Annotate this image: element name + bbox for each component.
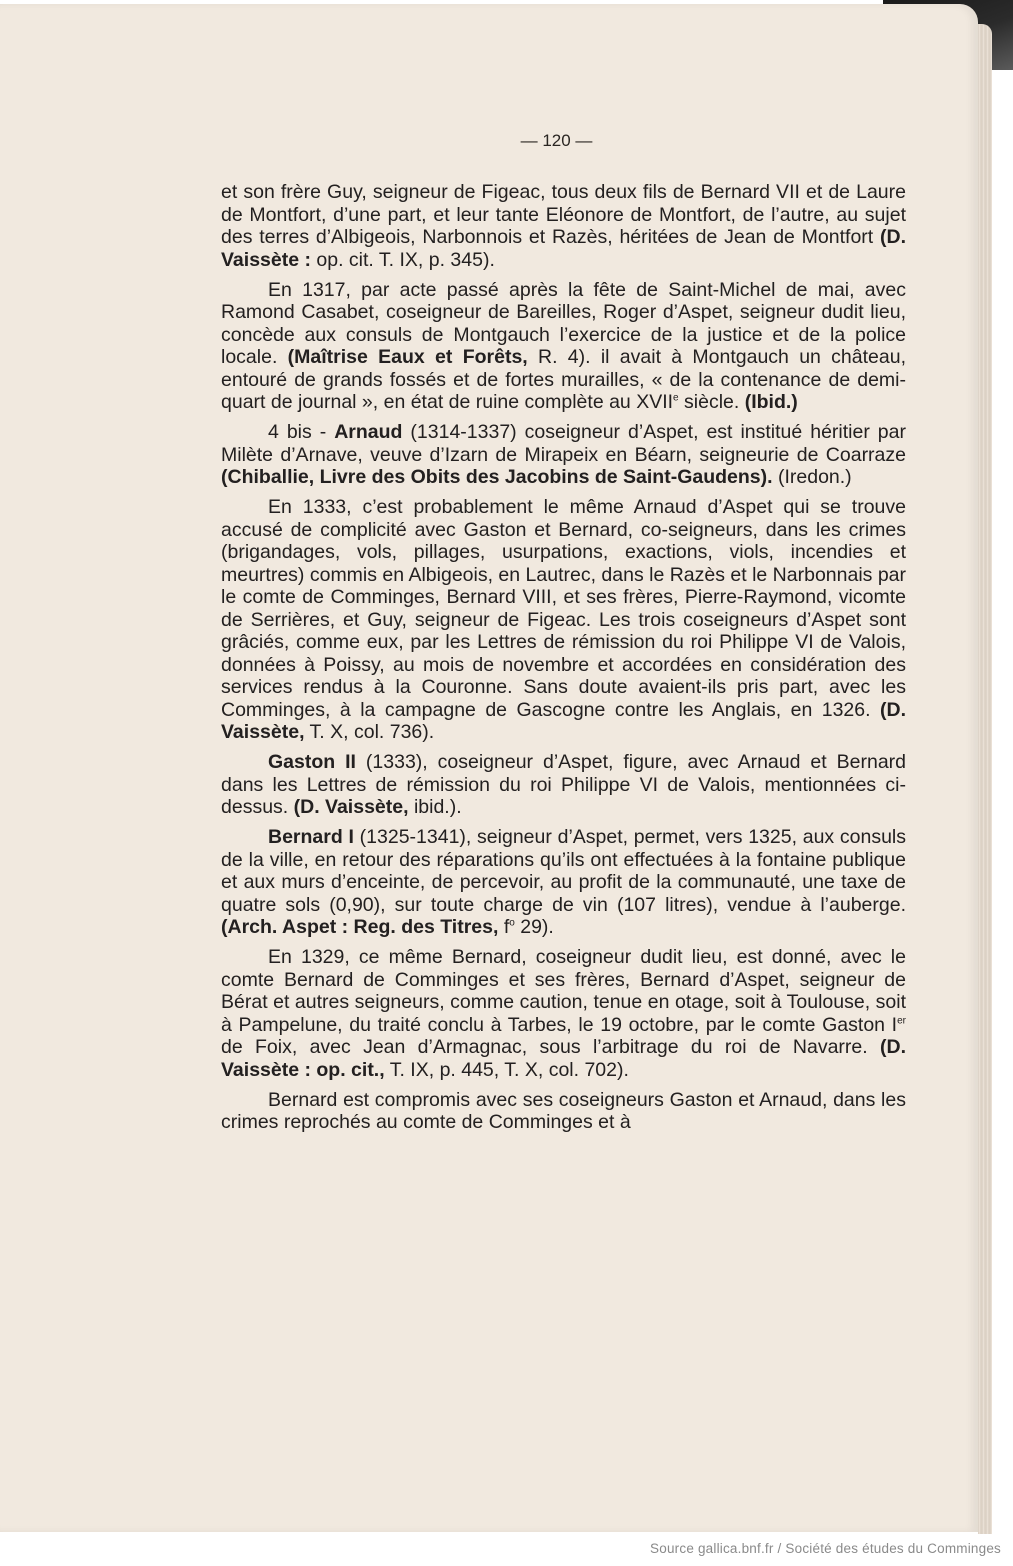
- paragraph-4: [221, 496, 906, 744]
- text-run: f: [498, 916, 510, 938]
- text-run: et son frère Guy, seigneur de Figeac, tous deux fils de Bernard VII et de Laure de Montfort, d’une part, et leur tante Eléonore de Montfort, de l’autre, au sujet des terres d’Albigeois, Narbonnois et Razès, héritées de Jean de Montfort: [221, 181, 906, 248]
- text-run: En 1317, par acte passé après la fête de Saint-Michel de mai, avec Ramond Casabet, coseigneur de Bareilles, Roger d’Aspet, seigneur dudit lieu, concède aux consuls de Montgauch l’exercice de la justice et de la police locale.: [221, 278, 906, 368]
- source-link[interactable]: Source gallica.bnf.fr: [650, 1541, 774, 1556]
- source-footer: [650, 1541, 1001, 1556]
- superscript: o: [509, 917, 515, 929]
- page-number: — 120 —: [520, 131, 593, 150]
- citation: (D. Vaissète,: [221, 698, 906, 743]
- text-run: En 1329, ce même Bernard, coseigneur dudit lieu, est donné, avec le comte Bernard de Comminges et ses frères, Bernard d’Aspet, seigneur de Bérat et autres seigneurs, comme caution, tenue en otage, soit à Toulouse, soit à Pampelune, du traité conclu à Tarbes, le 19 octobre, par le comte Gaston I: [221, 946, 906, 1036]
- text-run: 4 bis -: [268, 421, 335, 443]
- body-text: [221, 181, 906, 1141]
- superscript: er: [897, 1015, 906, 1026]
- paragraph-8: [221, 1089, 906, 1134]
- citation: (Maîtrise Eaux et Forêts,: [287, 346, 528, 368]
- paragraph-2: [221, 279, 906, 414]
- footer-separator: /: [773, 1541, 786, 1556]
- citation: (Chiballie, Livre des Obits des Jacobins de Saint-Gaudens).: [221, 466, 773, 488]
- citation: (D. Vaissète,: [293, 796, 409, 818]
- publisher-name: Société des études du Comminges: [785, 1541, 1001, 1556]
- paragraph-6: [221, 826, 906, 939]
- text-run: (1325-1341), seigneur d’Aspet, permet, vers 1325, aux consuls de la ville, en retour des réparations qu’ils ont effectuées à la fontaine publique et aux murs d’enceinte, de percevoir, au profit de la communauté, une taxe de quatre sols (0,90), sur toute charge de vin (107 litres), vendue à l’auberge.: [221, 826, 907, 916]
- person-name: Arnaud: [334, 421, 403, 443]
- paragraph-5: [221, 751, 906, 819]
- superscript: e: [673, 392, 679, 404]
- text-run: 29).: [514, 916, 554, 938]
- text-run: (1333), coseigneur d’Aspet, figure, avec Arnaud et Bernard dans les Lettres de rémission du roi Philippe VI de Valois, mentionnées ci-dessus.: [221, 751, 906, 818]
- paragraph-7: [221, 946, 906, 1081]
- citation: (D. Vaissète : op. cit.,: [221, 1036, 906, 1081]
- page-edges: [978, 24, 992, 1534]
- text-run: ibid.).: [408, 796, 462, 818]
- citation: (D. Vaissète :: [221, 226, 906, 271]
- paragraph-3: [221, 421, 906, 489]
- citation: (Ibid.): [744, 391, 798, 413]
- text-run: (Iredon.): [772, 466, 852, 488]
- text-run: siècle.: [678, 391, 745, 413]
- text-run: de Foix, avec Jean d’Armagnac, sous l’arbitrage du roi de Navarre.: [221, 1036, 880, 1058]
- paragraph-1: [221, 181, 906, 271]
- person-name: Gaston II: [268, 751, 356, 773]
- text-run: Bernard est compromis avec ses coseigneurs Gaston et Arnaud, dans les crimes reprochés au comte de Comminges et à: [221, 1088, 906, 1133]
- text-run: op. cit. T. IX, p. 345).: [310, 248, 495, 271]
- text-run: T. IX, p. 445, T. X, col. 702).: [384, 1058, 629, 1081]
- citation: (Arch. Aspet : Reg. des Titres,: [221, 916, 499, 938]
- text-run: (1314-1337) coseigneur d’Aspet, est institué héritier par Milète d’Arnave, veuve d’Izarn de Mirapeix en Béarn, seigneurie de Coarraze: [221, 421, 906, 466]
- text-run: R. 4). il avait à Montgauch un château, entouré de grands fossés et de fortes murailles, « de la contenance de demi-quart de journal », en état de ruine complète au XVII: [221, 346, 906, 413]
- person-name: Bernard I: [268, 826, 354, 848]
- text-run: En 1333, c’est probablement le même Arnaud d’Aspet qui se trouve accusé de complicité avec Gaston et Bernard, co-seigneurs, dans les crimes (brigandages, vols, pillages, usurpations, exactions, viols, incendies et meurtres) commis en Albigeois, en Lautrec, dans le Razès et le Narbonnais par le comte de Comminges, Bernard VIII, et ses frères, Pierre-Raymond, vicomte de Serrières, et Guy, seigneur de Figeac. Les trois coseigneurs d’Aspet sont grâciés, comme eux, par les Lettres de rémission du roi Philippe VI de Valois, données à Poissy, au mois de novembre et accordées en considération des services rendus à la Couronne. Sans doute avaient-ils pris part, avec les Comminges, à la campagne de Gascogne contre les Anglais, en 1326.: [221, 496, 907, 721]
- text-run: T. X, col. 736).: [304, 721, 435, 743]
